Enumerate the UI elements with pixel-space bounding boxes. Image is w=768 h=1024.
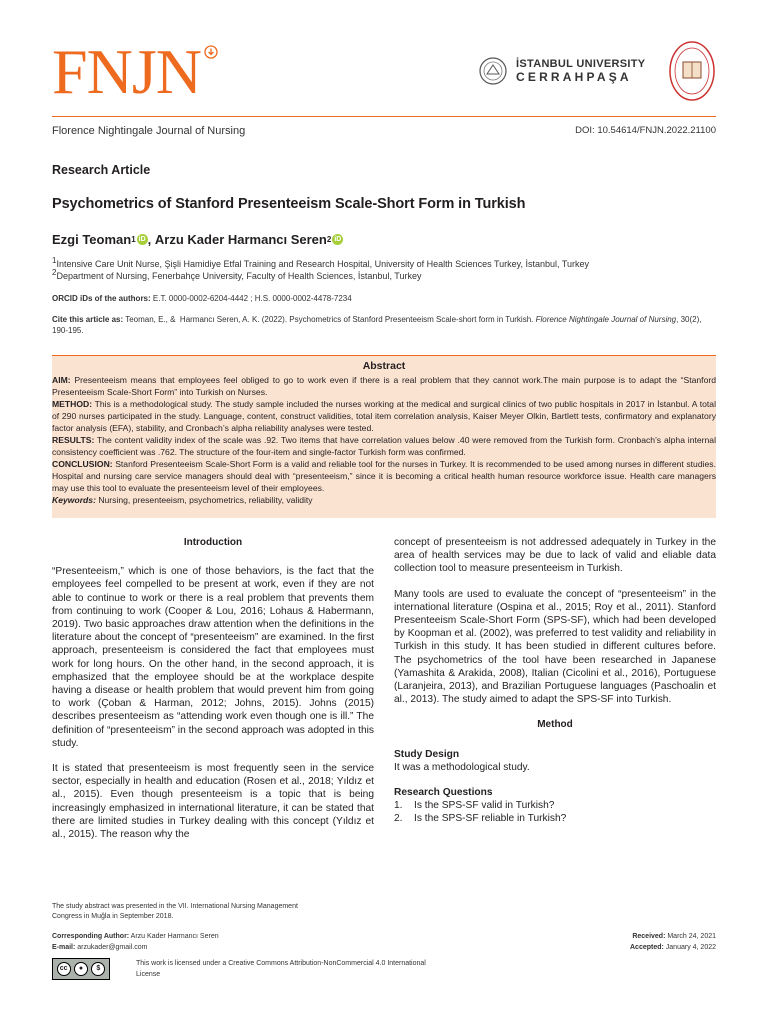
author-name: Arzu Kader Harmancı Seren bbox=[154, 232, 327, 247]
abstract-title: Abstract bbox=[362, 360, 406, 372]
orcid-icon[interactable]: iD bbox=[138, 236, 146, 243]
cc-license-badge[interactable] bbox=[52, 958, 110, 980]
list-number: 1. bbox=[394, 800, 403, 812]
nc-icon: $ bbox=[91, 962, 105, 976]
email-label: E-mail: bbox=[52, 944, 76, 951]
right-column bbox=[394, 536, 716, 826]
citation bbox=[52, 314, 716, 336]
list-text: Is the SPS-SF reliable in Turkish? bbox=[414, 813, 567, 825]
orange-circle-mark-icon bbox=[204, 45, 218, 59]
received-date: March 24, 2021 bbox=[665, 933, 716, 940]
corresponding-author bbox=[52, 931, 219, 953]
abstract-body bbox=[52, 374, 716, 506]
method-text: This is a methodological study. The study sample included the nurses working at the medical and surgical clinics of two public hospitals in 2017 in İstanbul. A total of 290 nurses participated in the study. Language, content, construct validities, total item correlation analysis, Kaiser Meyer Olkin, Bartlett tests, confirmatory and explanatory factor analysis (EFA), stability, and Cronbach’s alpha reliability analyses were tested. bbox=[52, 399, 716, 433]
body-paragraph: It is stated that presenteeism is most frequently seen in the service sector, especially in health and education (Rosen et al., 2018; Yıldız et al., 2015). Even though presenteeism is a topic that is being increasingly emphasized in international literature, it can be stated that there are limited studies in Turkey dealing with this concept (Yıldız et al., 2015). The reason why the bbox=[52, 763, 374, 841]
results-text: The content validity index of the scale was .92. Two items that have correlation values below .40 were removed from the Turkish form. Cronbach’s alpha internal consistency coefficient was .762. The structure of the four-item and single-factor Turkish form was confirmed. bbox=[52, 435, 716, 457]
aim-label: AIM: bbox=[52, 375, 71, 385]
author-separator: , bbox=[147, 232, 155, 247]
body-paragraph: concept of presenteeism is not addressed adequately in Turkey in the area of health services may be due to lack of valid and eliable data collection tool to measure presenteeism in Turkish. bbox=[394, 537, 716, 575]
orcid-label: ORCID iDs of the authors: bbox=[52, 294, 151, 303]
orcid-values: E.T. 0000-0002-6204-4442 ; H.S. 0000-0002-4478-7234 bbox=[150, 294, 352, 303]
affiliation-number: 2 bbox=[52, 268, 57, 277]
body-paragraph: Many tools are used to evaluate the concept of “presenteeism” in the international literature (Ospina et al., 2015; Roy et al., 2011). Stanford Presenteeism Scale-Short Form (SPS-SF), which had been developed by Koopman et al. (2002), was preferred to test validity and reliability in Turkish in this study. It has been studied in different cultures before. The psychometrics of the tool have been researched in Japanese (Yamashita & Arakida, 2008), Italian (Cicolini et al., 2016), Portuguese (Laranjeira, 2013), and Brazilian Portuguese languages (Paschoalin et al., 2013). The study aimed to adapt the SPS-SF into Turkish. bbox=[394, 588, 716, 706]
affiliation-line bbox=[52, 258, 589, 270]
cite-label: Cite this article as: bbox=[52, 315, 124, 324]
research-questions-heading: Research Questions bbox=[394, 787, 493, 799]
abstract-box bbox=[52, 355, 716, 518]
orcid-ids bbox=[52, 294, 352, 303]
university-logo bbox=[478, 56, 645, 86]
by-icon: ● bbox=[74, 962, 88, 976]
cc-icon: cc bbox=[57, 962, 71, 976]
affiliation-text: Department of Nursing, Fenerbahçe University, Faculty of Health Sciences, İstanbul, Turkey bbox=[56, 271, 422, 281]
license-text: This work is licensed under a Creative Commons Attribution-NonCommercial 4.0 International License bbox=[136, 960, 426, 978]
doi-link[interactable]: DOI: 10.54614/FNJN.2022.21100 bbox=[575, 125, 716, 136]
study-design-text: It was a methodological study. bbox=[394, 761, 530, 773]
list-item bbox=[394, 799, 716, 812]
logo-text: FNJN bbox=[52, 36, 201, 107]
cite-tail: , 30(2), 190-195. bbox=[52, 315, 702, 335]
aim-text: Presenteeism means that employees feel obliged to go to work even if there is a real problem that they cannot work.The main purpose is to adapt the “Stanford Presenteeism Scale-Short Form” into Turkish on Nurses. bbox=[52, 375, 716, 397]
results-label: RESULTS: bbox=[52, 435, 95, 445]
received-label: Received: bbox=[632, 933, 666, 940]
method-heading: Method bbox=[537, 719, 573, 731]
university-name: İSTANBUL UNIVERSITY bbox=[516, 58, 646, 70]
university-seal-icon bbox=[478, 56, 508, 86]
cite-text: Teoman, E., & Harmancı Seren, A. K. (2022). Psychometrics of Stanford Presenteeism Scale-short form in Turkish. bbox=[123, 315, 536, 324]
conclusion-label: CONCLUSION: bbox=[52, 459, 113, 469]
article-type: Research Article bbox=[52, 163, 151, 177]
author-list: Ezgi Teoman 1 iD , Arzu Kader Harmancı Seren 2 iD bbox=[52, 232, 342, 247]
university-campus: CERRAHPAŞA bbox=[516, 70, 632, 84]
journal-logo bbox=[52, 36, 218, 107]
affiliations bbox=[52, 258, 589, 282]
keywords-label: Keywords: bbox=[52, 495, 96, 505]
article-title: Psychometrics of Stanford Presenteeism Scale-Short Form in Turkish bbox=[52, 196, 526, 212]
affiliation-text: Intensive Care Unit Nurse, Şişli Hamidiye Etfal Training and Research Hospital, University of Health Sciences Turkey, İstanbul, Turkey bbox=[56, 259, 590, 269]
cerrahpasa-badge-icon bbox=[668, 40, 716, 102]
conclusion-text: Stanford Presenteeism Scale-Short Form is a valid and reliable tool for the nurses in Turkey. It is recommended to be used among nurses in different studies. Hospital and nursing care service managers should deal with “presenteeism,” since it is becoming a critical health human resource workforce issue. Health care managers may use this tool to evaluate the presenteeism level of their employees. bbox=[52, 459, 716, 493]
email-link[interactable]: arzukader@gmail.com bbox=[75, 944, 148, 951]
method-label: METHOD: bbox=[52, 399, 93, 409]
list-text: Is the SPS-SF valid in Turkish? bbox=[414, 800, 555, 812]
list-item bbox=[394, 812, 716, 825]
article-dates bbox=[630, 931, 716, 953]
footnote: The study abstract was presented in the VII. International Nursing Management Congress in Muğla in September 2018. bbox=[52, 903, 298, 920]
study-design-heading: Study Design bbox=[394, 748, 460, 760]
left-column bbox=[52, 536, 374, 853]
keywords-text: Nursing, presenteeism, psychometrics, reliability, validity bbox=[95, 495, 313, 505]
header-rule bbox=[52, 116, 716, 117]
journal-name: Florence Nightingale Journal of Nursing bbox=[52, 125, 246, 137]
list-number: 2. bbox=[394, 813, 403, 825]
author-name: Ezgi Teoman bbox=[52, 232, 132, 247]
accepted-label: Accepted: bbox=[630, 944, 664, 951]
corr-label: Corresponding Author: bbox=[52, 933, 130, 940]
affiliation-number: 1 bbox=[52, 256, 57, 265]
accepted-date: January 4, 2022 bbox=[663, 944, 716, 951]
abstract-rule bbox=[52, 355, 716, 356]
introduction-heading: Introduction bbox=[183, 537, 243, 548]
corr-name: Arzu Kader Harmancı Seren bbox=[129, 933, 219, 940]
affiliation-line bbox=[52, 270, 589, 282]
orcid-icon[interactable]: iD bbox=[334, 236, 342, 243]
cite-journal: Florence Nightingale Journal of Nursing bbox=[535, 315, 677, 324]
body-paragraph: “Presenteeism,” which is one of those behaviors, is the fact that the employees feel compelled to be present at work, even if they are not able to continue to work or there is a real problem that prevents them from continuing to work (Cooper & Lou, 2016; Lohaus & Habermann, 2019). Two basic approaches draw attention when the definitions in the literature about the concept of “presenteeism” are examined. In the first approach, presenteeism is considered the fact that employees must work for long hours. On the other hand, in the second approach, it is emphasized that the employee should be at the workplace despite having a disease or health problem that would prevent him from going to work (Çoban & Harman, 2012; Johns, 2015). Johns (2015) describes presenteeism as “attending work even though one is ill.” The definition of “presenteeism” in the second approach was adopted in this study. bbox=[52, 566, 374, 749]
